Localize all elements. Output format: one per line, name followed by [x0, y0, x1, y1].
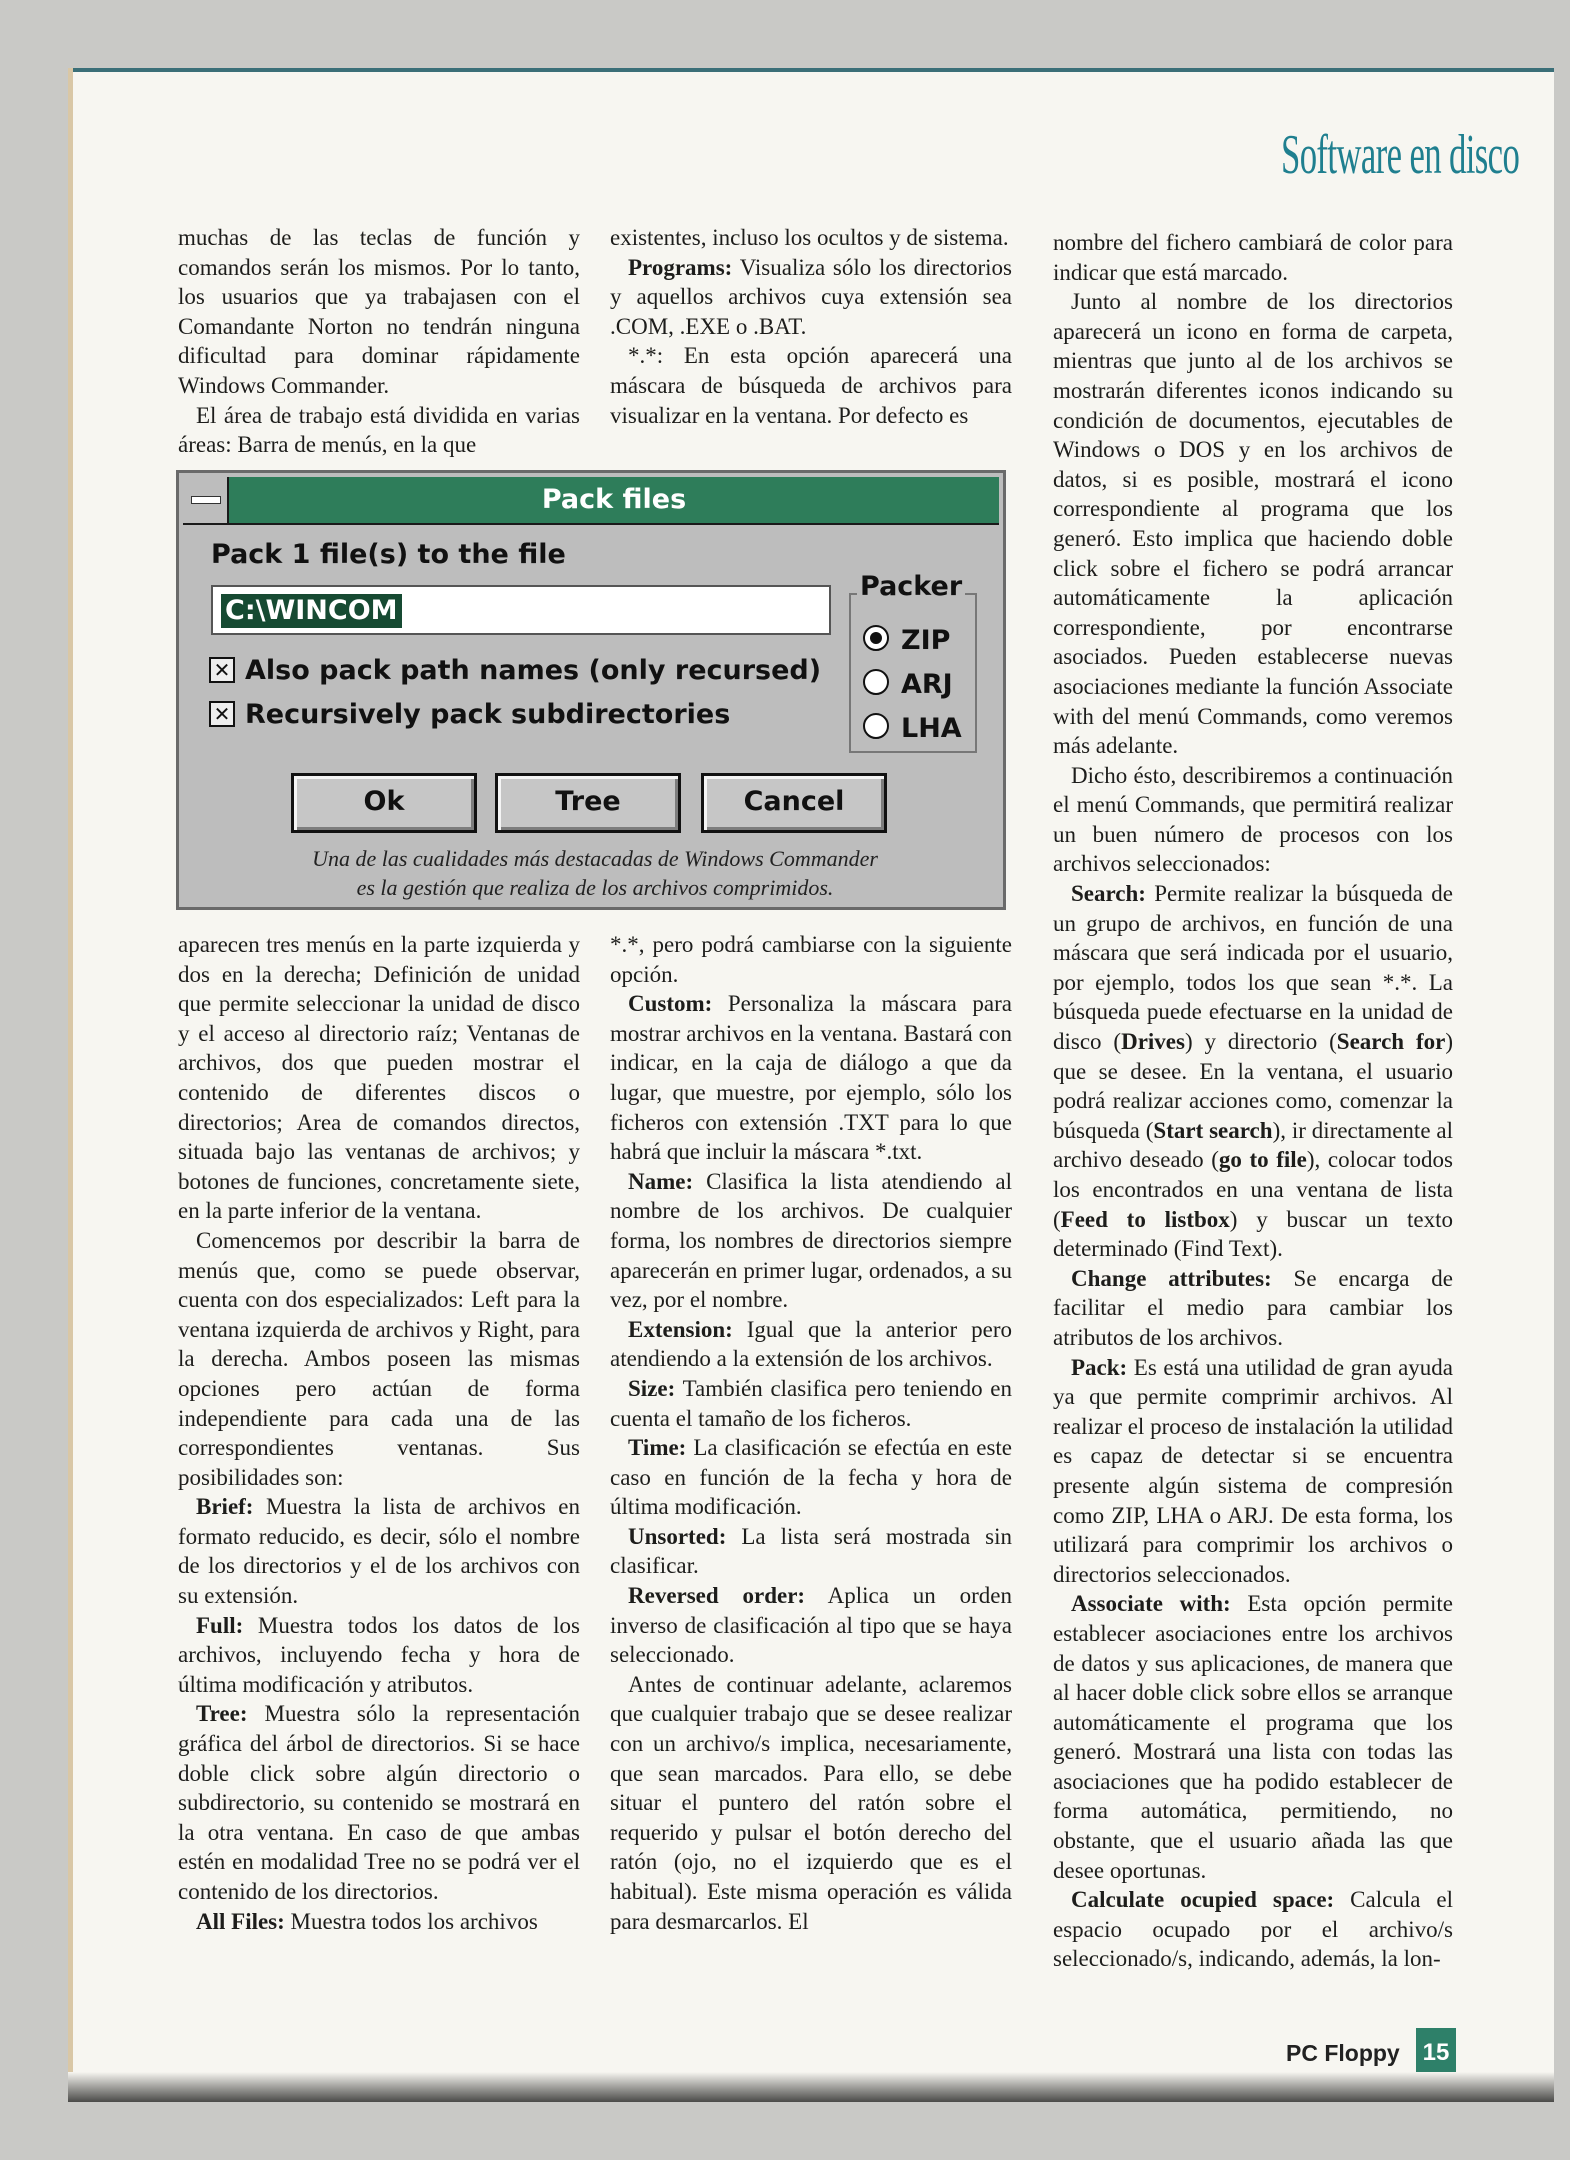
paragraph-time	[610, 1433, 1012, 1522]
paragraph-tree	[178, 1699, 580, 1906]
term: Name:	[628, 1168, 694, 1194]
definition: ).	[1269, 1236, 1283, 1262]
definition: ), ir directamente al archivo deseado (	[1053, 1117, 1453, 1173]
term: Pack:	[1071, 1354, 1128, 1380]
definition: ) y buscar un texto determinado (	[1053, 1206, 1453, 1262]
page-edge	[68, 68, 73, 2102]
definition: Muestra sólo la representación gráfica del árbol de directorios. Si se hace doble click sobre algún directorio o subdirectorio, su contenido se mostrará en la otra ventana. En caso de que ambas estén en modalidad Tree no se podrá ver el contenido de los directorios.	[178, 1701, 581, 1904]
page-number: 15	[1416, 2028, 1456, 2078]
radio-label: ARJ	[901, 669, 953, 700]
radio-empty-icon	[863, 713, 889, 739]
top-rule	[68, 68, 1554, 72]
radio-label: LHA	[901, 713, 962, 744]
recursive-pack-checkbox[interactable]	[209, 699, 730, 730]
paragraph-name	[610, 1167, 1012, 1315]
magazine-name: PC Floppy	[1286, 2040, 1400, 2066]
paragraph-extension	[610, 1315, 1012, 1374]
definition: Muestra la lista de archivos en formato reducido, es decir, sólo el nombre de los directorios y el de los archivos con su extensión.	[178, 1494, 580, 1609]
system-menu-icon[interactable]	[183, 477, 229, 523]
column-2-bottom	[610, 930, 1012, 1936]
checkbox-checked-icon: ✕	[209, 701, 235, 727]
keyword: go to file	[1218, 1147, 1307, 1173]
definition: Aplica un orden inverso de clasificación al tipo que se haya seleccionado.	[610, 1583, 1012, 1668]
definition: ), colocar todos los encontrados en una ventana de lista (	[1053, 1147, 1453, 1232]
term: Time:	[628, 1435, 687, 1461]
paragraph: El área de trabajo está dividida en varias áreas: Barra de menús, en la que	[178, 402, 580, 458]
keyword: Feed to listbox	[1060, 1206, 1230, 1232]
checkbox-checked-icon: ✕	[209, 657, 235, 683]
paragraph-star	[610, 341, 1012, 430]
keyword: Start search	[1153, 1117, 1273, 1143]
paragraph-allfiles	[178, 1907, 580, 1937]
term: *.*:	[628, 343, 664, 369]
radio-arj[interactable]	[863, 669, 953, 700]
definition: Visualiza sólo los directorios y aquellos archivos cuya extensión sea .COM, .EXE o .BAT.	[610, 254, 1012, 339]
tree-button[interactable]: Tree	[495, 773, 681, 833]
term: Programs:	[628, 254, 733, 280]
term: Search:	[1071, 881, 1146, 907]
keyword: Find Text	[1181, 1236, 1270, 1262]
paragraph-reversed	[610, 1581, 1012, 1670]
radio-selected-icon	[863, 625, 889, 651]
radio-empty-icon	[863, 669, 889, 695]
definition: Igual que la anterior pero atendiendo a la extensión de los archivos.	[610, 1316, 1012, 1372]
term: Associate with:	[1071, 1591, 1231, 1617]
definition: También clasifica pero teniendo en cuenta el tamaño de los ficheros.	[610, 1375, 1012, 1431]
checkbox-label: Also pack path names (only recursed)	[245, 655, 822, 686]
paragraph-calculate	[1053, 1885, 1453, 1974]
definition: Calcula el espacio ocupado por el archivo/s seleccionado/s, indicando, además, la lon-	[1053, 1887, 1453, 1972]
term: Change attributes:	[1071, 1265, 1272, 1291]
input-value: C:\WINCOM	[221, 594, 402, 628]
paragraph: Junto al nombre de los directorios aparecerá un icono en forma de carpeta, mientras que junto al de los archivos se mostrarán diferentes iconos indicando su condición de documentos, ejecutables de Windows o DOS y en los archivos de datos, si es posible, mostrará el icono correspondiente al programa que los generó. Esto implica que haciendo doble click sobre el fichero se podrá arrancar automáticamente la aplicación correspondiente, por encontrarse asociados. Pueden establecerse nuevas asociaciones mediante la función Associate with del menú Commands, como veremos más adelante.	[1053, 289, 1453, 759]
paragraph: Dicho ésto, describiremos a continuación el menú Commands, que permitirá realizar un buen número de procesos con los archivos seleccionados:	[1053, 762, 1453, 877]
definition: Se encarga de facilitar el medio para cambiar los atributos de los archivos.	[1053, 1265, 1453, 1350]
paragraph: Antes de continuar adelante, aclaremos que cualquier trabajo que se desee realizar con un archivo/s implica, necesariamente, que sean marcados. Para ello, se debe situar el puntero del ratón sobre el requerido y pulsar el botón derecho del ratón (ojo, no el izquierdo que es el habitual). Este misma operación es válida para desmarcarlos. El	[610, 1671, 1012, 1934]
paragraph-custom	[610, 989, 1012, 1167]
definition: ) que se desee. En la ventana, el usuario podrá realizar acciones como, comenzar la búsqueda (	[1053, 1029, 1453, 1143]
paragraph: muchas de las teclas de función y comandos serán los mismos. Por lo tanto, los usuarios que ya trabajasen con el Comandante Norton no tendrán ninguna dificultad para dominar rápidamente Windows Commander.	[178, 225, 580, 398]
definition: Es está una utilidad de gran ayuda ya que permite comprimir archivos. Al realizar el proceso de instalación la utilidad es capaz de detectar si se encuentra presente algún sistema de compresión como ZIP, LHA o ARJ. De esta forma, los utilizará para comprimir los archivos o directorios seleccionados.	[1053, 1354, 1453, 1587]
page-bottom-shadow	[68, 2072, 1554, 2102]
dialog-title: Pack files	[541, 484, 687, 515]
term: Custom:	[628, 991, 713, 1017]
term: Size:	[628, 1375, 676, 1401]
definition: La clasificación se efectúa en este caso en función de la fecha y hora de última modificación.	[610, 1435, 1012, 1520]
column-1-top	[178, 223, 580, 460]
term: Extension:	[628, 1316, 733, 1342]
paragraph-pack	[1053, 1353, 1453, 1590]
definition: Permite realizar la búsqueda de un grupo de archivos, en función de una máscara que será indicada por el usuario, por ejemplo, todos los que sean *.*. La búsqueda puede efectuarse en la unidad de disco (	[1053, 881, 1453, 1055]
definition: Muestra todos los datos de los archivos, incluyendo fecha y hora de última modificación y atributos.	[178, 1612, 580, 1697]
definition: Esta opción permite establecer asociaciones entre los archivos de datos y sus aplicaciones, de manera que al hacer doble click sobre ellos se arranque automáticamente el programa que los generó. Mostrará una lista con todas las asociaciones que ha podido establecer de forma automática, permitiendo, no obstante, que el usuario añada las que desee oportunas.	[1053, 1591, 1453, 1883]
radio-zip[interactable]	[863, 625, 950, 656]
paragraph: *.*, pero podrá cambiarse con la siguiente opción.	[610, 932, 1012, 987]
definition: Muestra todos los archivos	[290, 1908, 538, 1934]
paragraph: existentes, incluso los ocultos y de sistema.	[610, 225, 1009, 250]
paragraph-search	[1053, 879, 1453, 1264]
paragraph-associate	[1053, 1589, 1453, 1885]
target-file-input[interactable]	[211, 585, 831, 635]
paragraph-full	[178, 1611, 580, 1700]
paragraph-brief	[178, 1492, 580, 1610]
paragraph-size	[610, 1374, 1012, 1433]
cancel-button[interactable]: Cancel	[701, 773, 887, 833]
pack-path-names-checkbox[interactable]	[209, 655, 821, 686]
definition: Personaliza la máscara para mostrar archivos en la ventana. Bastará con indicar, en la caja de diálogo a que da lugar, que muestre, por ejemplo, sólo los ficheros con extensión .TXT para lo que habrá que incluir la máscara *.txt.	[610, 991, 1012, 1165]
radio-lha[interactable]	[863, 713, 962, 744]
paragraph: aparecen tres menús en la parte izquierda y dos en la derecha; Definición de unidad que permite seleccionar la unidad de disco y el acceso al directorio raíz; Ventanas de archivos, dos que pueden mostrar el contenido de diferentes discos o directorios; Area de comandos directos, situada bajo las ventanas de archivos; y botones de funciones, concretamente siete, en la parte inferior de la ventana.	[178, 932, 580, 1224]
definition: En esta opción aparecerá una máscara de búsqueda de archivos para visualizar en la ventana. Por defecto es	[610, 343, 1012, 428]
term: Calculate ocupied space:	[1071, 1887, 1335, 1913]
paragraph-unsorted	[610, 1522, 1012, 1581]
term: Reversed order:	[628, 1583, 806, 1609]
keyword: Drives	[1121, 1029, 1185, 1055]
caption-line: es la gestión que realiza de los archivos comprimidos.	[356, 875, 834, 900]
definition: Clasifica la lista atendiendo al nombre de los archivos. De cualquier forma, los nombres de directorios siempre aparecerán en primer lugar, ordenados, a su vez, por el nombre.	[610, 1168, 1012, 1313]
column-1-bottom	[178, 930, 580, 1936]
dialog-titlebar	[183, 477, 999, 525]
checkbox-label: Recursively pack subdirectories	[245, 699, 731, 730]
caption-line: Una de las cualidades más destacadas de Windows Commander	[312, 846, 878, 871]
paragraph-programs	[610, 253, 1012, 342]
term: Brief:	[196, 1494, 254, 1520]
magazine-page	[68, 68, 1554, 2102]
packer-group-label: Packer	[857, 571, 965, 602]
term: Tree:	[196, 1701, 248, 1727]
section-title: Software en disco	[1280, 124, 1519, 186]
paragraph: Comencemos por describir la barra de menús que, como se puede observar, cuenta con dos especializados: Left para la ventana izquierda de archivos y Right, para la derecha. Ambos poseen las mismas opciones pero actúan de forma independiente para cada una de las correspondientes ventanas. Sus posibilidades son:	[178, 1227, 580, 1490]
keyword: Search for	[1336, 1029, 1446, 1055]
paragraph-change-attributes	[1053, 1264, 1453, 1353]
term: Full:	[196, 1612, 244, 1638]
definition: ) y directorio (	[1184, 1029, 1337, 1055]
dialog-prompt: Pack 1 file(s) to the file	[211, 539, 566, 570]
figure-caption	[178, 844, 1012, 902]
ok-button[interactable]: Ok	[291, 773, 477, 833]
column-2-top	[610, 223, 1012, 430]
paragraph: nombre del fichero cambiará de color para indicar que está marcado.	[1053, 230, 1453, 285]
radio-label: ZIP	[901, 625, 951, 656]
term: Unsorted:	[628, 1523, 727, 1549]
definition: La lista será mostrada sin clasificar.	[610, 1523, 1012, 1579]
column-3	[1053, 228, 1453, 1974]
term: All Files:	[196, 1908, 285, 1934]
